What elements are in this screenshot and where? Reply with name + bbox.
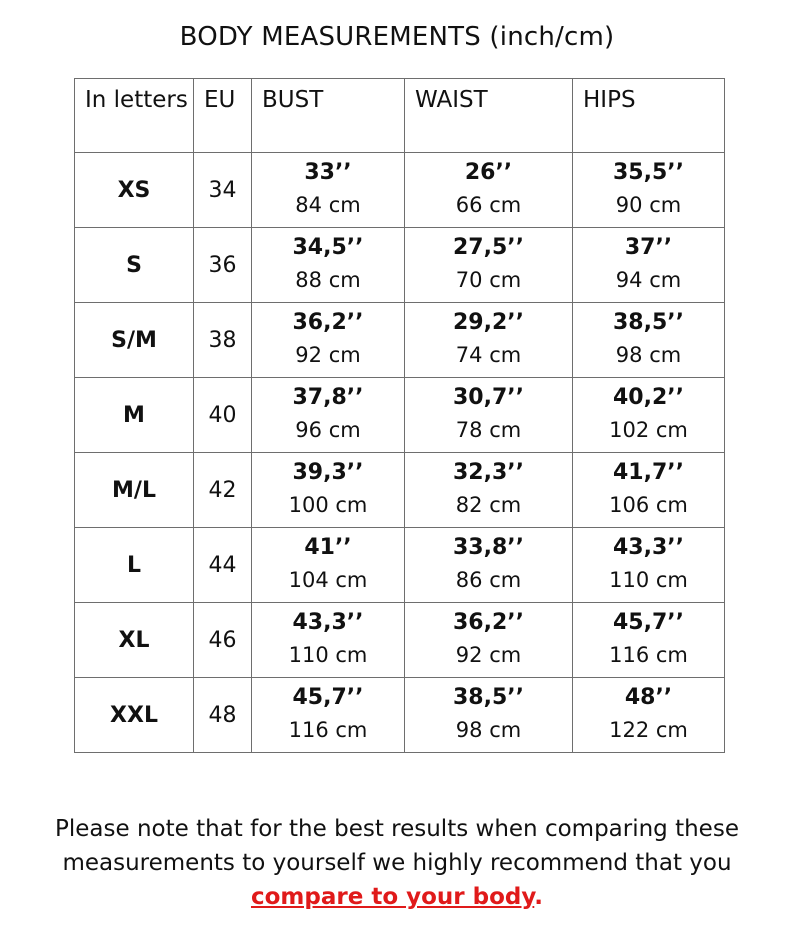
hips-inch: 40,2’’ <box>613 385 684 410</box>
note-period: . <box>534 884 544 910</box>
waist-cell <box>405 228 573 303</box>
hips-cell <box>573 453 725 528</box>
bust-cell <box>252 603 405 678</box>
table-row <box>75 603 725 678</box>
bust-inch: 33’’ <box>304 160 352 185</box>
table-row <box>75 153 725 228</box>
hips-inch: 48’’ <box>624 685 673 710</box>
size-eu: 46 <box>194 603 252 678</box>
waist-cm: 74 cm <box>455 343 522 367</box>
waist-cm: 86 cm <box>455 568 522 592</box>
waist-cell <box>405 603 573 678</box>
bust-cell <box>252 678 405 753</box>
waist-cell <box>405 153 573 228</box>
bust-cm: 116 cm <box>288 718 368 742</box>
header-letters: In letters <box>75 79 194 153</box>
hips-cm: 102 cm <box>609 418 688 442</box>
waist-cm: 82 cm <box>455 493 522 517</box>
waist-cell <box>405 378 573 453</box>
table-row <box>75 528 725 603</box>
waist-cell <box>405 528 573 603</box>
bust-inch: 43,3’’ <box>292 610 364 635</box>
page-title: BODY MEASUREMENTS (inch/cm) <box>179 22 615 52</box>
header-hips: HIPS <box>573 79 725 153</box>
hips-inch: 35,5’’ <box>613 160 684 185</box>
bust-inch: 41’’ <box>304 535 352 560</box>
size-letter: L <box>75 528 194 603</box>
size-chart-table <box>74 78 725 753</box>
waist-cell <box>405 453 573 528</box>
bust-cm: 110 cm <box>288 643 368 667</box>
note-line-1: Please note that for the best results when comparing these <box>55 816 739 842</box>
header-row <box>75 79 725 153</box>
waist-inch: 32,3’’ <box>453 460 524 485</box>
waist-inch: 30,7’’ <box>453 385 524 410</box>
size-eu: 42 <box>194 453 252 528</box>
size-letter: M/L <box>75 453 194 528</box>
hips-cell <box>573 678 725 753</box>
bust-cell <box>252 378 405 453</box>
size-eu: 48 <box>194 678 252 753</box>
bust-inch: 36,2’’ <box>292 310 364 335</box>
bust-cm: 88 cm <box>295 268 361 292</box>
waist-cm: 70 cm <box>455 268 522 292</box>
header-bust: BUST <box>252 79 405 153</box>
header-waist: WAIST <box>405 79 573 153</box>
hips-cell <box>573 228 725 303</box>
waist-cell <box>405 303 573 378</box>
waist-cm: 66 cm <box>455 193 522 217</box>
bust-cm: 104 cm <box>288 568 368 592</box>
size-letter: S <box>75 228 194 303</box>
size-letter: S/M <box>75 303 194 378</box>
size-eu: 34 <box>194 153 252 228</box>
bust-inch: 34,5’’ <box>292 235 364 260</box>
bust-inch: 37,8’’ <box>292 385 364 410</box>
size-eu: 40 <box>194 378 252 453</box>
hips-cell <box>573 528 725 603</box>
hips-inch: 43,3’’ <box>613 535 684 560</box>
bust-cm: 84 cm <box>295 193 361 217</box>
waist-inch: 38,5’’ <box>453 685 524 710</box>
bust-cell <box>252 228 405 303</box>
hips-cm: 94 cm <box>615 268 682 292</box>
waist-cell <box>405 678 573 753</box>
hips-cm: 106 cm <box>609 493 688 517</box>
size-eu: 44 <box>194 528 252 603</box>
hips-inch: 38,5’’ <box>613 310 684 335</box>
table-row <box>75 678 725 753</box>
waist-inch: 26’’ <box>464 160 513 185</box>
size-letter: M <box>75 378 194 453</box>
hips-inch: 41,7’’ <box>613 460 684 485</box>
hips-cm: 90 cm <box>615 193 682 217</box>
hips-cell <box>573 153 725 228</box>
size-eu: 38 <box>194 303 252 378</box>
bust-inch: 39,3’’ <box>292 460 364 485</box>
bust-cell <box>252 153 405 228</box>
note-line-2: measurements to yourself we highly recommend that you <box>62 850 732 876</box>
size-eu: 36 <box>194 228 252 303</box>
table-row <box>75 453 725 528</box>
table-row <box>75 303 725 378</box>
hips-cell <box>573 603 725 678</box>
hips-cm: 110 cm <box>609 568 688 592</box>
bust-cell <box>252 303 405 378</box>
recommendation-note <box>0 812 794 914</box>
bust-cm: 100 cm <box>288 493 368 517</box>
hips-inch: 45,7’’ <box>613 610 684 635</box>
bust-cm: 96 cm <box>295 418 361 442</box>
header-eu: EU <box>194 79 252 153</box>
bust-cell <box>252 453 405 528</box>
bust-inch: 45,7’’ <box>292 685 364 710</box>
waist-inch: 33,8’’ <box>453 535 524 560</box>
hips-cm: 98 cm <box>615 343 682 367</box>
hips-cm: 116 cm <box>609 643 688 667</box>
size-letter: XL <box>75 603 194 678</box>
size-letter: XS <box>75 153 194 228</box>
waist-cm: 78 cm <box>455 418 522 442</box>
bust-cm: 92 cm <box>295 343 361 367</box>
waist-inch: 27,5’’ <box>453 235 524 260</box>
hips-cm: 122 cm <box>609 718 688 742</box>
hips-cell <box>573 378 725 453</box>
waist-inch: 36,2’’ <box>453 610 524 635</box>
note-line-3 <box>0 880 794 914</box>
size-letter: XXL <box>75 678 194 753</box>
hips-cell <box>573 303 725 378</box>
table-row <box>75 228 725 303</box>
table-row <box>75 378 725 453</box>
bust-cell <box>252 528 405 603</box>
waist-cm: 92 cm <box>455 643 522 667</box>
compare-body-link[interactable]: compare to your body <box>250 884 535 910</box>
hips-inch: 37’’ <box>624 235 673 260</box>
waist-inch: 29,2’’ <box>453 310 524 335</box>
waist-cm: 98 cm <box>455 718 522 742</box>
